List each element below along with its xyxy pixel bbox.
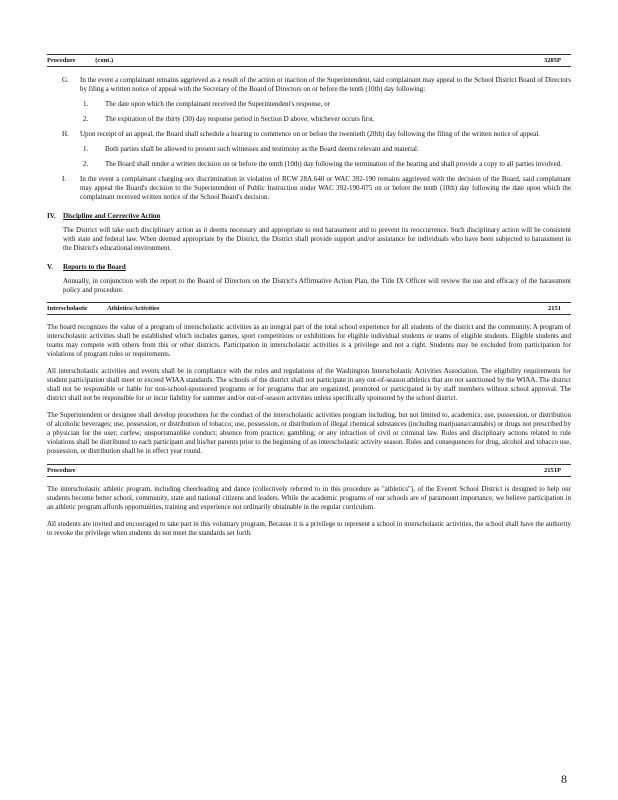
page-number: 8	[561, 772, 567, 786]
procedure-paragraph: All students are invited and encouraged to take part in this voluntary program. Because it is a privilege to represent a school in interscholastic activities, the school shall have the authority to revoke the privilege when students do not meet the standards set forth.	[47, 520, 571, 537]
procedure-header	[47, 466, 571, 476]
section-title: Discipline and Corrective Action	[63, 212, 161, 220]
section-number: V.	[47, 263, 53, 271]
procedure-paragraph: The interscholastic athletic program, including cheerleading and dance (collectively referred to in this procedure as "athletics"), of the Everett School District is designed to help our students become better school, community, state and national citizens and leaders. While the academic programs of our schools are of paramount importance, we believe participation in an athletic program affords opportunities, training and experience not ordinarily obtainable in the regular curriculum.	[47, 485, 571, 511]
policy-code: 2151P	[544, 467, 561, 474]
policy-paragraph: The board recognizes the value of a program of interscholastic activities as an integral part of the total school experience for all students of the district and the community. A program of interscholastic activities shall be established which includes games, sport competitions or exhibitions for eligible individual students or teams of eligible students. Eligible students and teams may compete with others from this or other districts. Participation in interscholastic activities is a privilege and not a right. Students may be excluded from participation for violations of program rules or requirements.	[47, 323, 571, 358]
item-label: 2.	[83, 115, 89, 123]
section-iv-text: The District will take such disciplinary action as it deems necessary and appropriate to end harassment and to prevent its reoccurrence. Such disciplinary action will be consistent with state and federal law. When deemed appropriate by the District, the District shall provide support and/or assistance for individuals who have been subjected to harassment in the District's educational environment.	[63, 226, 571, 252]
document-page	[47, 54, 571, 546]
list-item	[83, 115, 571, 124]
header-rule	[47, 314, 571, 315]
item-text: The Board shall render a written decision on or before the tenth (10th) day following the termination of the hearing and shall provide a copy to all parties involved.	[105, 160, 563, 168]
header-label: Interscholastic	[47, 305, 88, 312]
item-label: 2.	[83, 160, 89, 168]
header-label: Procedure	[47, 467, 76, 474]
section-iv-heading	[47, 212, 571, 221]
item-text: The date upon which the complainant received the Superintendent's response, or	[105, 100, 330, 108]
procedure-header	[47, 56, 571, 66]
header-rule	[47, 66, 571, 67]
section-v-heading	[47, 263, 571, 272]
policy-body	[47, 323, 571, 456]
item-label: 1.	[83, 145, 89, 153]
section-label: I.	[62, 175, 67, 183]
header-rule	[47, 302, 571, 303]
item-label: 1.	[83, 100, 89, 108]
header-rule	[47, 464, 571, 465]
list-item	[83, 145, 571, 154]
section-h	[62, 130, 571, 139]
list-item	[83, 160, 571, 169]
section-text: Upon receipt of an appeal, the Board shall schedule a hearing to commence on or before the twentieth (20th) day following the filing of the written notice of appeal.	[80, 130, 540, 138]
header-label: Athletics/Activities	[107, 305, 160, 312]
section-number: IV.	[47, 212, 56, 220]
header-rule	[47, 476, 571, 477]
section-v-text: Annually, in conjunction with the report to the Board of Directors on the District's Affirmative Action Plan, the Title IX Officer will review the use and efficacy of the harassment policy and procedure.	[63, 277, 571, 294]
item-text: The expiration of the thirty (30) day response period in Section D above, whichever occurs first.	[105, 115, 375, 123]
header-rule	[47, 54, 571, 55]
policy-code: 3205P	[544, 57, 561, 64]
header-cont: (cont.)	[95, 57, 114, 64]
policy-paragraph: The Superintendent or designee shall develop procedures for the conduct of the interscholastic activities program including, but not limited to, academics; use, possession, or distribution of alcoholic beverages; use, possession, or distribution of tobacco; use, possession, or distribution of illegal chemical substances (including marijuana/cannabis) or drugs not prescribed by a physician for the user; curfew; unsportsmanlike conduct; absence from practice; gambling; or any infraction of civil or criminal law. Rules and disciplinary actions related to rule violations shall be distributed to each participant and his/her parents prior to the beginning of an interscholastic activity season. Rules and consequences for drug, alcohol and tobacco use, possession, or distribution shall be in effect year round.	[47, 411, 571, 455]
item-text: Both parties shall be allowed to present such witnesses and testimony as the Board deems relevant and material.	[105, 145, 419, 153]
section-text: In the event a complainant charging sex discrimination in violation of RCW 28A.640 or WAC 392-190 remains aggrieved with the decision of the Board, said complainant may appeal the Board's decision to the Superintendent of Public Instruction under WAC 392-190-075 on or before the tenth (10th) day following the date upon which the complainant received written notice of the School Board's decision.	[80, 175, 571, 201]
section-label: G.	[62, 76, 69, 84]
list-item	[83, 100, 571, 109]
policy-code: 2151	[548, 305, 561, 312]
section-g	[62, 76, 571, 94]
procedure-body	[47, 485, 571, 538]
section-i	[62, 175, 571, 202]
policy-header	[47, 304, 571, 314]
header-label: Procedure	[47, 57, 76, 64]
section-label: H.	[62, 130, 69, 138]
section-title: Reports to the Board	[63, 263, 126, 271]
policy-paragraph: All interscholastic activities and events shall be in compliance with the rules and regulations of the Washington Interscholastic Activities Association. The eligibility requirements for student participation shall meet or exceed WIAA standards. The schools of the district shall not participate in any out-of-season athletics that are not sanctioned by the WIAA. The district shall not be responsible or liable for non-school-sponsored programs or for programs that are organized, promoted or participated in by staff members without school approval. The district shall not be responsible for or incur liability for summer and/or out-of-season activities unless specifically sponsored by the school district.	[47, 367, 571, 402]
section-text: In the event a complainant remains aggrieved as a result of the action or inaction of the Superintendent, said complainant may appeal to the School District Board of Directors by filing a written notice of appeal with the Secretary of the Board of Directors on or before the tenth (10th) day following:	[80, 76, 571, 93]
